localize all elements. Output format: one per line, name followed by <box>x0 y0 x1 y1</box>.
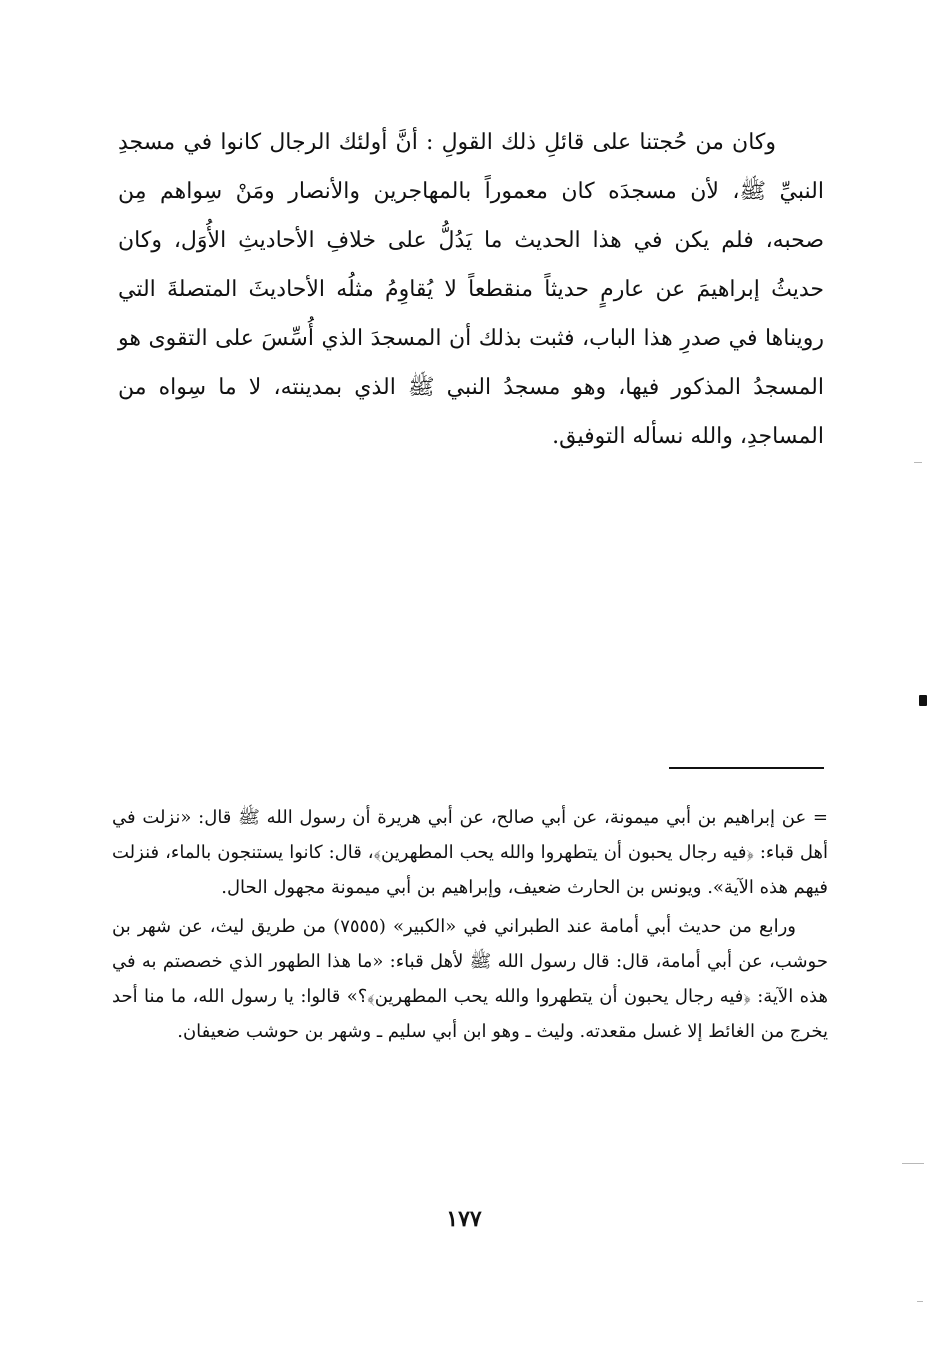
footnotes-block <box>112 800 828 1049</box>
main-text-block <box>118 118 824 461</box>
scan-speck <box>917 1301 923 1302</box>
scan-edge-mark <box>919 695 927 706</box>
footnote-separator <box>669 767 824 769</box>
page-number: ١٧٧ <box>446 1206 482 1232</box>
footnote-paragraph: ورابع من حديث أبي أمامة عند الطبراني في «الكبير» (٧٥٥٥) من طريق ليث، عن شهر بن حوشب، عن أبي أمامة، قال: قال رسول الله ﷺ لأهل قباء: «ما هذا الطهور الذي خصصتم به في هذه الآية: ﴿فيه رجال يحبون أن يتطهروا والله يحب المطهرين﴾؟» قالوا: يا رسول الله، ما منا أحد يخرج من الغائط إلا غسل مقعدته. وليث ـ وهو ابن أبي سليم ـ وشهر بن حوشب ضعيفان. <box>112 916 828 1042</box>
main-paragraph: وكان من حُجتنا على قائلِ ذلك القولِ : أنَّ أولئك الرجال كانوا في مسجدِ النبيِّ ﷺ، لأن مسجدَه كان معموراً بالمهاجرين والأنصار ومَنْ سِواهم مِن صحبه، فلم يكن في هذا الحديث ما يَدُلُّ على خلافِ الأحاديثِ الأُوَل، وكان حديثُ إبراهيمَ عن عارمٍ حديثاً منقطعاً لا يُقاوِمُ مثلُه الأحاديثَ المتصلةَ التي رويناها في صدرِ هذا الباب، فثبت بذلك أن المسجدَ الذي أُسِّسَ على التقوى هو المسجدُ المذكور فيها، وهو مسجدُ النبي ﷺ الذي بمدينته، لا ما سِواه من المساجدِ، والله نسأله التوفيق. <box>118 130 824 449</box>
scan-speck <box>914 462 922 463</box>
scan-speck <box>902 1163 924 1164</box>
footnote-continuation: = عن إبراهيم بن أبي ميمونة، عن أبي صالح، عن أبي هريرة أن رسول الله ﷺ قال: «نزلت في أهل قباء: ﴿فيه رجال يحبون أن يتطهروا والله يحب المطهرين﴾، قال: كانوا يستنجون بالماء، فنزلت فيهم هذه الآية». ويونس بن الحارث ضعيف، وإبراهيم بن أبي ميمونة مجهول الحال. <box>112 807 828 898</box>
